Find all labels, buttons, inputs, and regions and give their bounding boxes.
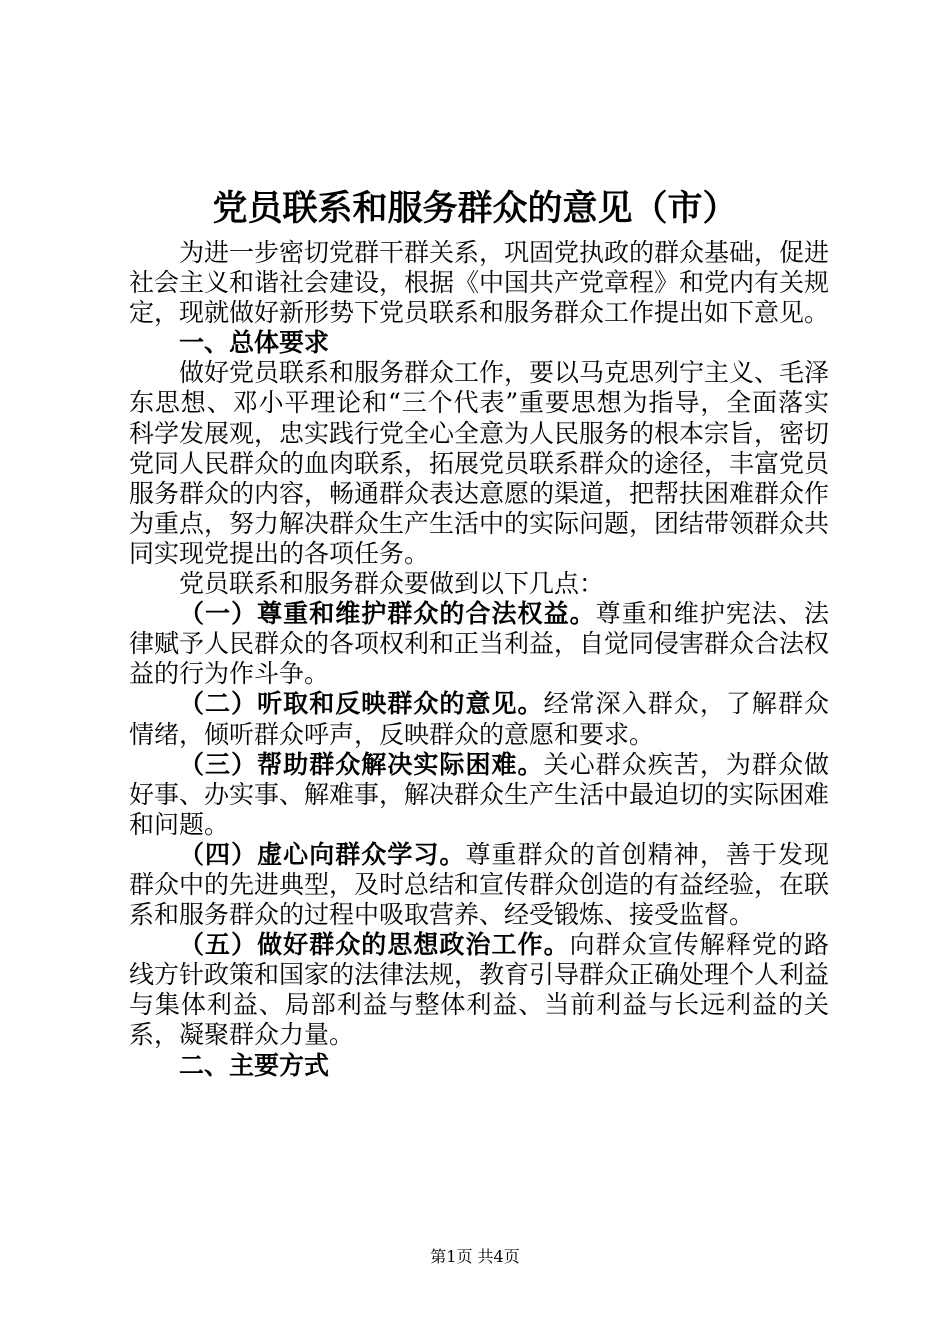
section-1-paragraph: 做好党员联系和服务群众工作，要以马克思列宁主义、毛泽东思想、邓小平理论和“三个代表”重要思想为指导，全面落实科学发展观，忠实践行党全心全意为人民服务的根本宗旨，密切党同人民群众的血肉联系，拓展党员联系群众的途径，丰富党员服务群众的内容，畅通群众表达意愿的渠道，把帮扶困难群众作为重点，努力解决群众生产生活中的实际问题，团结带领群众共同实现党提出的各项任务。	[129, 358, 830, 568]
point-5-text: 向群众宣传解释党的路线方针政策和国家的法律法规，教育引导群众正确处理个人利益与集体利益、局部利益与整体利益、当前利益与长远利益的关系，凝聚群众力量。	[129, 930, 830, 1050]
document-body	[129, 238, 829, 1081]
point-4-lead: （四）虚心向群众学习。	[179, 839, 466, 869]
document-title: 党员联系和服务群众的意见（市）	[212, 189, 738, 229]
point-2-lead: （二）听取和反映群众的意见。	[179, 689, 544, 719]
point-3	[129, 750, 829, 840]
point-5	[129, 930, 829, 1050]
page-number-footer: 第1页 共4页	[430, 1247, 520, 1266]
section-heading-2: 二、主要方式	[179, 1050, 330, 1080]
section-heading-1: 一、总体要求	[179, 328, 330, 358]
point-2-text: 经常深入群众，了解群众情绪，倾听群众呼声，反映群众的意愿和要求。	[129, 689, 829, 749]
point-1-lead: （一）尊重和维护群众的合法权益。	[179, 599, 596, 629]
point-5-lead: （五）做好群众的思想政治工作。	[179, 930, 570, 960]
point-3-lead: （三）帮助群众解决实际困难。	[179, 749, 544, 779]
point-1-text: 尊重和维护宪法、法律赋予人民群众的各项权利和正当利益，自觉同侵害群众合法权益的行为作斗争。	[129, 599, 830, 689]
point-2	[129, 689, 829, 749]
intro-paragraph: 为进一步密切党群干群关系，巩固党执政的群众基础，促进社会主义和谐社会建设，根据《中国共产党章程》和党内有关规定，现就做好新形势下党员联系和服务群众工作提出如下意见。	[129, 238, 830, 328]
points-intro: 党员联系和服务群众要做到以下几点：	[179, 569, 605, 599]
point-4	[129, 840, 829, 930]
point-4-text: 尊重群众的首创精神，善于发现群众中的先进典型，及时总结和宣传群众创造的有益经验，在联系和服务群众的过程中吸取营养、经受锻炼、接受监督。	[129, 839, 830, 930]
point-3-text: 关心群众疾苦，为群众做好事、办实事、解难事，解决群众生产生活中最迫切的实际困难和问题。	[129, 749, 830, 839]
point-1	[129, 599, 829, 689]
